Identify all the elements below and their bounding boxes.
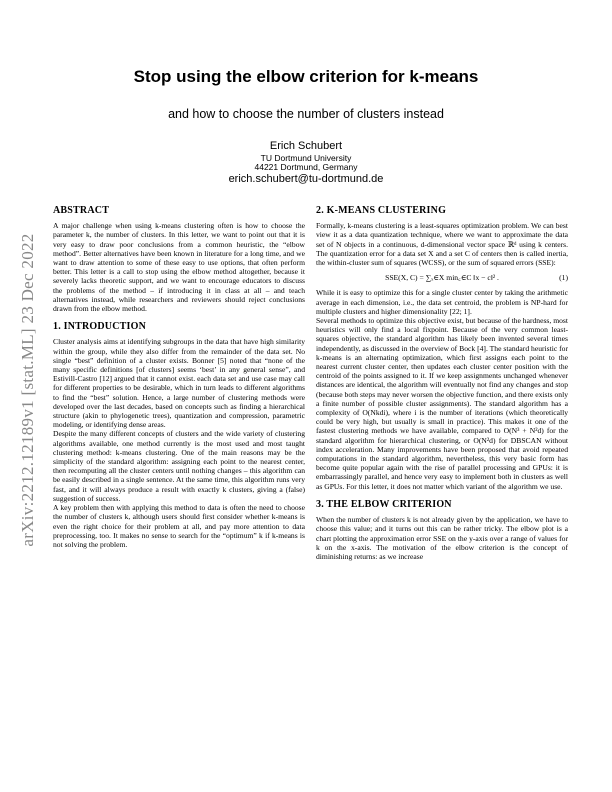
author-affiliation-institution: TU Dortmund University [260,153,352,163]
introduction-paragraph-2: Despite the many different concepts of clusters and the wide variety of clustering algorithms available, one method currently is the most used and most taught clustering method: k-means clustering. One of the main reasons may be the simplicity of the standard algorithm: assigning each point to the nearest center, then recomputing all the cluster centers until nothing changes – this algorithm can be easily described in a single sentence. At the same time, this algorithm runs very fast, and it will always produce a result with exactly k clusters, giving a (false) suggestion of success. [53,429,305,503]
arxiv-sidebar-stamp [8,200,48,580]
author-email[interactable]: erich.schubert@tu-dortmund.de [228,173,384,185]
sse-formula-body: SSE(X, C) = ∑ₓ∈X min꜀∈C ‖x − c‖² . [385,273,499,283]
arxiv-identifier: arXiv:2212.12189v1 [stat.ML] 23 Dec 2022 [18,233,37,547]
introduction-paragraph-3: A key problem then with applying this method to data is often the need to choose the number of clusters k, although users should first consider whether k-means is even the right choice for their problem at all, and pay more attention to data preprocessing, too. It makes no sense to search for the “optimum” k if k-means is not solving the problem. [53,503,305,549]
right-column [316,206,568,561]
kmeans-paragraph-1: Formally, k-means clustering is a least-squares optimization problem. We can best view it as a data quantization technique, where we want to approximate the data set of N objects in a continuous, d-dimensional vector space ℝᵈ using k centers. The quantization error for a data set X and a set C of centers then is called inertia, the within-cluster sum of squares (WCSS), or the sum of squared errors (SSE): [316,221,568,268]
introduction-heading: 1. INTRODUCTION [53,321,147,333]
elbow-paragraph-1: When the number of clusters k is not already given by the application, we have to choose this value; and it turns out this can be rather tricky. The elbow plot is a chart plotting the approximation error SSE on the y-axis over a range of values for k on the x-axis. The motivation of the elbow criterion is the concept of diminishing returns: as we increase [316,515,568,561]
left-column [53,206,305,549]
author-name: Erich Schubert [269,140,343,152]
kmeans-paragraph-2: While it is easy to optimize this for a single cluster center by taking the arithmetic average in each dimension, i.e., the data set centroid, the problem is NP-hard for multiple clusters and higher dimensionality [22; 1]. [316,288,568,316]
kmeans-heading: 2. K-MEANS CLUSTERING [316,205,447,216]
kmeans-paragraph-3: Several methods to optimize this objective exist, but because of the hardness, most heuristics will only find a local fixpoint. Because of the very common least-squares objective, the standard algorithm has likely been invented several times independently, as discussed in the overview of Bock [4]. The standard heuristic for k-means is an alternating optimization, which first assigns each point to the nearest current cluster center, then updates each cluster center position with the centroid of the points assigned to it. If we keep assignments unchanged whenever distances are identical, the algorithm will eventually not find any changes and stop (because both steps may never worsen the objective function, and there exists only a finite number of possible cluster assignments). The standard algorithm has a complexity of O(Nkdi), where i is the number of iterations (which theoretically could be very high, but usually is small in practice). This makes it one of the fastest clustering methods we have available, compared to O(N³ + N²d) for the standard algorithm for hierarchical clustering, or O(N²d) for DBSCAN without index acceleration. Many improvements have been proposed that avoid repeated computations in the standard algorithm, nevertheless, this very basic form has become quite popular again with the rise of parallel processing and GPUs: it is embarrassingly parallel, and hence very easy to implement both in clusters as well as GPUs. For this letter, it does not matter which variant of the algorithm we use. [316,316,568,491]
abstract-heading: ABSTRACT [53,205,110,216]
paper-title: Stop using the elbow criterion for k-means [133,67,479,86]
sse-formula [316,273,568,282]
introduction-paragraph-1: Cluster analysis aims at identifying subgroups in the data that have high similarity within the group, while they also differ from the remainder of the data set. No single “best” definition of a cluster exists. Bonner [5] noted that “none of the many specific definitions [of clusters] seems ‘best’ in any general sense”, and Estivill-Castro [12] argued that it cannot exist. each data set and use case may call for different properties to be desirable, which in turn leads to different algorithms to find the “best” solution. Hence, a large number of clustering methods were developed over the last decades, based on concepts such as finding a hierarchical structure (akin to phylogenetic trees), quantization and compression, parametric modeling, or identifying dense areas. [53,337,305,430]
elbow-heading: 3. THE ELBOW CRITERION [316,498,452,510]
equation-number: (1) [559,273,568,283]
paper-subtitle: and how to choose the number of clusters instead [168,107,444,121]
author-affiliation-address: 44221 Dortmund, Germany [254,162,358,172]
abstract-text: A major challenge when using k-means clustering often is how to choose the parameter k, the number of clusters. In this letter, we want to point out that it is very easy to draw poor conclusions from a common heuristic, the “elbow method”. Better alternatives have been known in literature for a long time, and we want to draw attention to some of these easy to use options, that often perform better. This letter is a call to stop using the elbow method altogether, because it severely lacks theoretic support, and we want to encourage educators to discuss the problems of the method – if introducing it in class at all – and teach alternatives instead, while researchers and reviewers should reject conclusions drawn from the elbow method. [53,221,305,314]
